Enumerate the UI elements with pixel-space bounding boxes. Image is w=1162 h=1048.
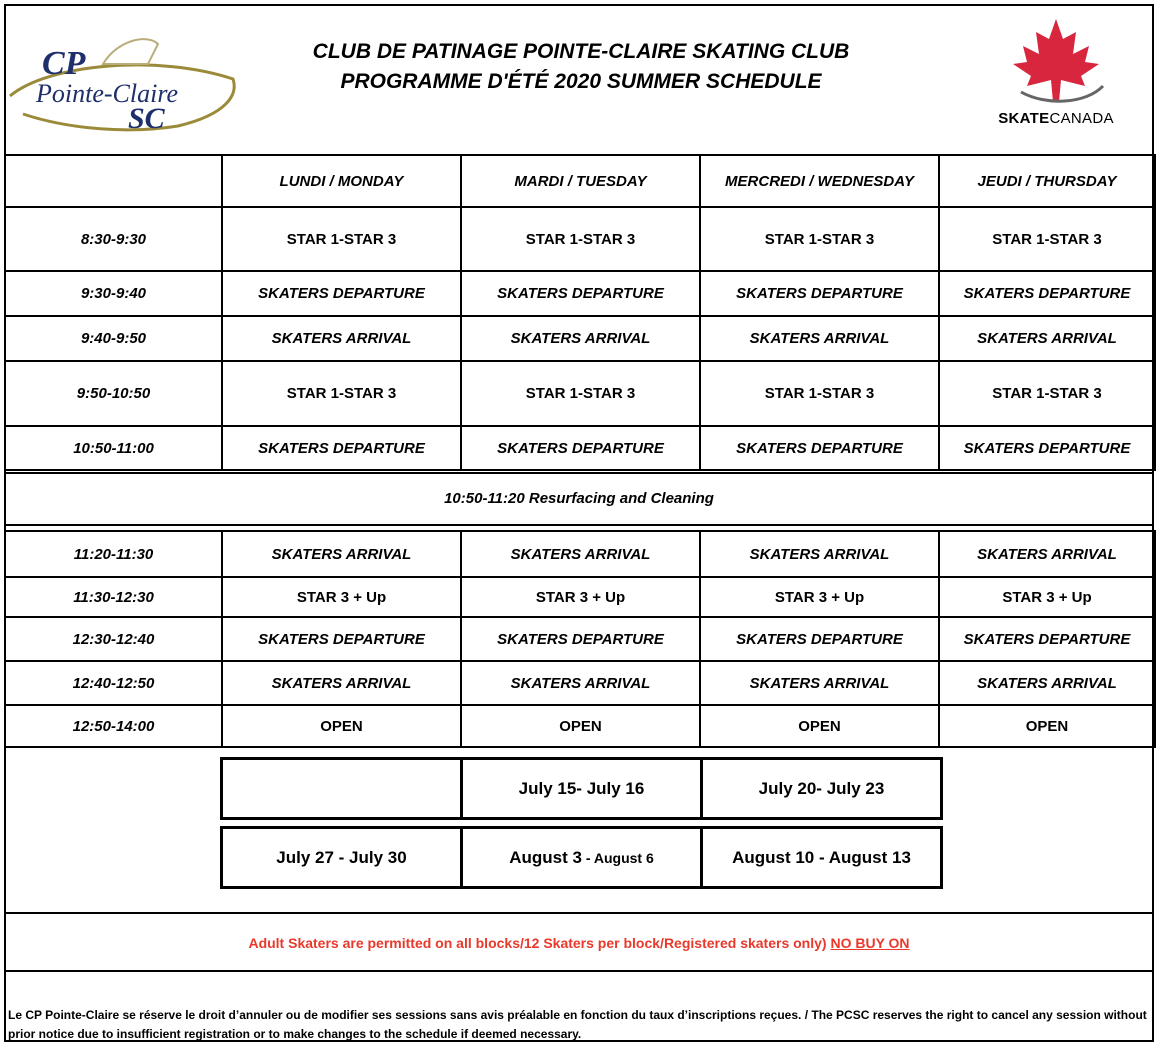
day-wednesday: MERCREDI / WEDNESDAY [700, 155, 939, 207]
activity-cell: STAR 3 + Up [700, 577, 939, 617]
date-block [462, 828, 702, 888]
activity-cell: SKATERS DEPARTURE [939, 617, 1155, 661]
no-buy-on-text: NO BUY ON [830, 935, 910, 951]
maple-leaf-icon [991, 14, 1121, 109]
table-row [5, 661, 1155, 705]
activity-cell: SKATERS DEPARTURE [700, 617, 939, 661]
activity-cell: SKATERS DEPARTURE [461, 617, 700, 661]
time-cell: 8:30-9:30 [5, 207, 222, 271]
date-block: August 10 - August 13 [702, 828, 942, 888]
activity-cell: STAR 1-STAR 3 [222, 361, 461, 426]
activity-cell: OPEN [222, 705, 461, 747]
activity-cell: OPEN [700, 705, 939, 747]
date-blocks-row1 [220, 757, 943, 820]
activity-cell: SKATERS ARRIVAL [461, 661, 700, 705]
activity-cell: STAR 1-STAR 3 [461, 361, 700, 426]
time-cell: 11:30-12:30 [5, 577, 222, 617]
afternoon-schedule-table [4, 530, 1156, 748]
table-row [5, 426, 1155, 470]
activity-cell: STAR 1-STAR 3 [700, 207, 939, 271]
title-line2: PROGRAMME D'ÉTÉ 2020 SUMMER SCHEDULE [340, 70, 822, 93]
logo-pointe-claire-text: Pointe-Claire [36, 79, 179, 108]
activity-cell: SKATERS DEPARTURE [222, 426, 461, 470]
activity-cell: SKATERS DEPARTURE [222, 617, 461, 661]
table-row [5, 316, 1155, 361]
activity-cell: SKATERS ARRIVAL [700, 531, 939, 577]
activity-cell: STAR 1-STAR 3 [222, 207, 461, 271]
morning-schedule-table [4, 154, 1156, 471]
table-row [5, 617, 1155, 661]
adult-skaters-notice [6, 935, 1152, 951]
time-cell: 12:30-12:40 [5, 617, 222, 661]
time-cell: 11:20-11:30 [5, 531, 222, 577]
title-line1: CLUB DE PATINAGE POINTE-CLAIRE SKATING CLUB [312, 40, 850, 63]
activity-cell: SKATERS ARRIVAL [939, 661, 1155, 705]
time-cell: 9:50-10:50 [5, 361, 222, 426]
header [6, 6, 1152, 156]
time-cell: 9:30-9:40 [5, 271, 222, 316]
cp-pointe-claire-logo [8, 34, 240, 134]
activity-cell: STAR 1-STAR 3 [939, 361, 1155, 426]
footer-disclaimer: Le CP Pointe-Claire se réserve le droit d’annuler ou de modifier ses sessions sans avis préalable en fonction du taux d’inscriptions reçues. / The PCSC reserves the right to cancel any session without prior notice due to insufficient registration or to make changes to the schedule if deemed necessary. [8, 1008, 1147, 1041]
table-row [5, 271, 1155, 316]
activity-cell: SKATERS ARRIVAL [222, 661, 461, 705]
table-row [5, 531, 1155, 577]
activity-cell: STAR 1-STAR 3 [700, 361, 939, 426]
logo-sc-text: SC [128, 102, 165, 134]
activity-cell: SKATERS DEPARTURE [461, 426, 700, 470]
date-block-start: August 3 [509, 847, 582, 867]
day-tuesday: MARDI / TUESDAY [461, 155, 700, 207]
date-blocks-row2 [220, 826, 943, 889]
time-cell: 9:40-9:50 [5, 316, 222, 361]
day-header-row [5, 155, 1155, 207]
activity-cell: STAR 1-STAR 3 [939, 207, 1155, 271]
skate-canada-logo [991, 14, 1121, 134]
date-block: July 27 - July 30 [222, 828, 462, 888]
activity-cell: SKATERS ARRIVAL [700, 661, 939, 705]
activity-cell: SKATERS DEPARTURE [461, 271, 700, 316]
activity-cell: STAR 3 + Up [939, 577, 1155, 617]
activity-cell: SKATERS DEPARTURE [222, 271, 461, 316]
activity-cell: OPEN [939, 705, 1155, 747]
table-row [5, 361, 1155, 426]
table-row [5, 207, 1155, 271]
skate-canada-wordmark: SKATECANADA [998, 110, 1114, 127]
activity-cell: STAR 3 + Up [461, 577, 700, 617]
activity-cell: SKATERS ARRIVAL [222, 316, 461, 361]
activity-cell: STAR 1-STAR 3 [461, 207, 700, 271]
divider [6, 970, 1152, 972]
activity-cell: SKATERS DEPARTURE [700, 426, 939, 470]
time-cell: 12:50-14:00 [5, 705, 222, 747]
activity-cell: SKATERS ARRIVAL [461, 531, 700, 577]
date-block-end: - August 6 [581, 849, 654, 866]
date-block-empty [222, 759, 462, 819]
divider [6, 912, 1152, 914]
date-block: July 20- July 23 [702, 759, 942, 819]
activity-cell: SKATERS ARRIVAL [700, 316, 939, 361]
day-thursday: JEUDI / THURSDAY [939, 155, 1155, 207]
activity-cell: SKATERS ARRIVAL [939, 531, 1155, 577]
resurfacing-band: 10:50-11:20 Resurfacing and Cleaning [6, 472, 1152, 526]
time-cell: 12:40-12:50 [5, 661, 222, 705]
time-cell: 10:50-11:00 [5, 426, 222, 470]
activity-cell: SKATERS DEPARTURE [939, 271, 1155, 316]
table-row [5, 577, 1155, 617]
activity-cell: STAR 3 + Up [222, 577, 461, 617]
notice-text: Adult Skaters are permitted on all blocks/12 Skaters per block/Registered skaters only) [248, 935, 831, 951]
activity-cell: SKATERS DEPARTURE [700, 271, 939, 316]
activity-cell: SKATERS DEPARTURE [939, 426, 1155, 470]
corner-cell [5, 155, 222, 207]
date-block: July 15- July 16 [462, 759, 702, 819]
activity-cell: SKATERS ARRIVAL [222, 531, 461, 577]
activity-cell: SKATERS ARRIVAL [461, 316, 700, 361]
logo-cp-text: CP [42, 45, 86, 82]
activity-cell: OPEN [461, 705, 700, 747]
table-row [5, 705, 1155, 747]
day-monday: LUNDI / MONDAY [222, 155, 461, 207]
schedule-sheet [4, 4, 1154, 1042]
activity-cell: SKATERS ARRIVAL [939, 316, 1155, 361]
